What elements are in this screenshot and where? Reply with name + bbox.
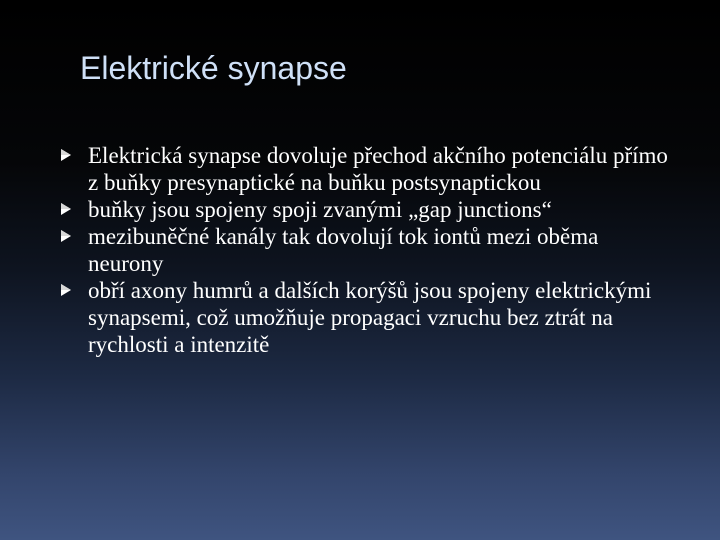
bullet-text: Elektrická synapse dovoluje přechod akčního potenciálu přímo z buňky presynaptické na buňku postsynaptickou [88, 143, 668, 195]
square-bullet-icon [60, 202, 72, 216]
square-bullet-icon [60, 229, 72, 243]
list-item [58, 223, 678, 277]
list-item [58, 196, 678, 223]
bullet-text: obří axony humrů a dalších korýšů jsou spojeny elektrickými synapsemi, což umožňuje propagaci vzruchu bez ztrát na rychlosti a intenzitě [88, 278, 652, 357]
bullet-list [58, 142, 678, 358]
square-bullet-icon [60, 148, 72, 162]
list-item [58, 277, 678, 358]
slide-title: Elektrické synapse [80, 50, 347, 86]
list-item [58, 142, 678, 196]
square-bullet-icon [60, 283, 72, 297]
bullet-text: mezibuněčné kanály tak dovolují tok iontů mezi oběma neurony [88, 224, 599, 276]
bullet-text: buňky jsou spojeny spoji zvanými „gap junctions“ [88, 197, 552, 222]
